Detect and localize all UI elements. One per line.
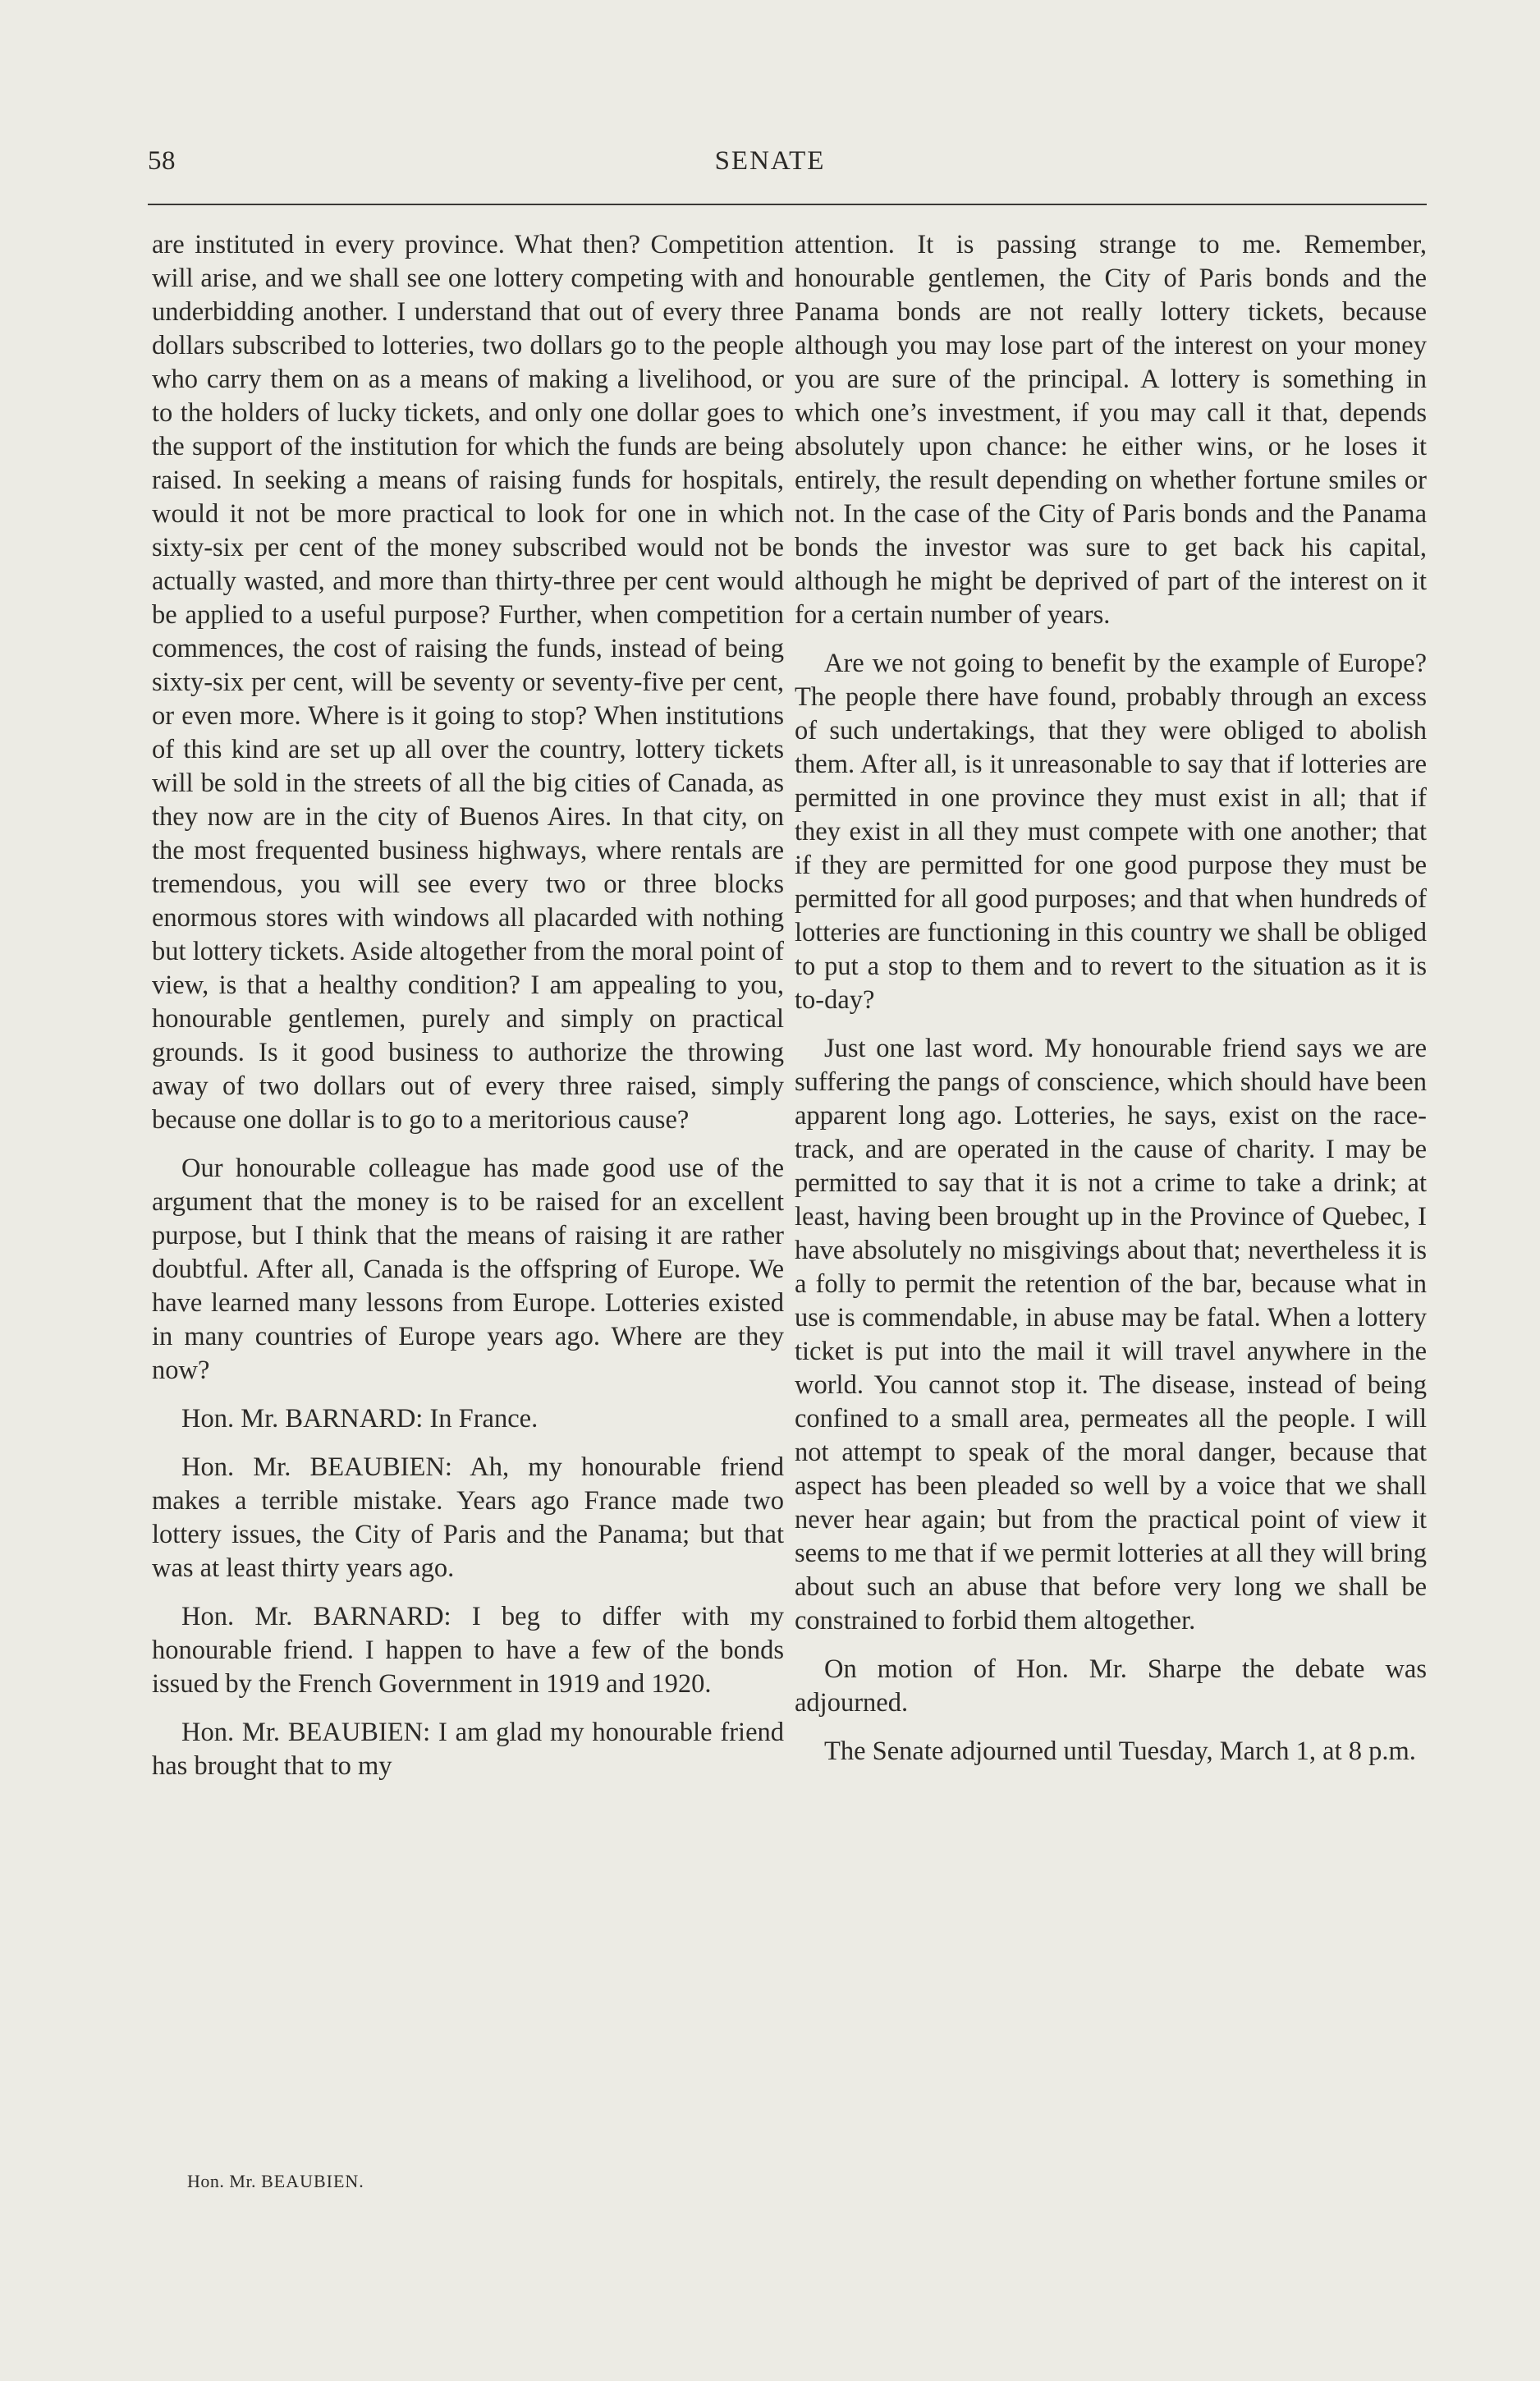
paragraph-example-of-europe: Are we not going to benefit by the example of Europe? The people there have found, probably through an excess of such undertakings, that they were obliged to abolish them. After all, is it unreasonable to say that if lotteries are permitted in one province they must exist in all; that if they exist in all they must compete with one another; that if they are permitted for one good purpose they must be permitted for all good purposes; and that when hundreds of lotteries are functioning in this country we shall be obliged to put a stop to them and to revert to the situation as it is to-day? <box>795 649 1427 1015</box>
page-number: 58 <box>148 146 176 176</box>
paragraph-beaubien-mistake: Hon. Mr. BEAUBIEN: Ah, my honourable friend makes a terrible mistake. Years ago France made two lottery issues, the City of Paris and the Panama; but that was at least thirty years ago. <box>152 1452 784 1583</box>
paragraph-motion-adjourned: On motion of Hon. Mr. Sharpe the debate was adjourned. <box>795 1654 1427 1718</box>
right-column <box>795 228 1427 1783</box>
footer-speaker-note <box>187 2171 364 2192</box>
footer-speaker-prefix: Hon. Mr. <box>187 2171 257 2191</box>
left-column <box>152 228 784 1798</box>
paragraph-barnard-bonds: Hon. Mr. BARNARD: I beg to differ with my honourable friend. I happen to have a few of the bonds issued by the French Government in 1919 and 1920. <box>152 1602 784 1699</box>
paragraph-paris-panama-bonds: attention. It is passing strange to me. Remember, honourable gentlemen, the City of Paris bonds and the Panama bonds are not really lottery tickets, because although you may lose part of the interest on your money you are sure of the principal. A lottery is something in which one’s investment, if you may call it that, depends absolutely upon chance: he either wins, or he loses it entirely, the result depending on whether fortune smiles or not. In the case of the City of Paris bonds and the Panama bonds the investor was sure to get back his capital, although he might be deprived of part of the interest on it for a certain number of years. <box>795 230 1427 630</box>
paragraph-last-word: Just one last word. My honourable friend says we are suffering the pangs of conscience, which should have been apparent long ago. Lotteries, he says, exist on the race-track, and are operated in the cause of charity. I may be permitted to say that it is not a crime to take a drink; at least, having been brought up in the Province of Quebec, I have absolutely no misgivings about that; nevertheless it is a folly to permit the retention of the bar, because what in use is commendable, in abuse may be fatal. When a lottery ticket is put into the mail it will travel anywhere in the world. You cannot stop it. The disease, instead of being confined to a small area, permeates all the people. I will not attempt to speak of the moral danger, because that aspect has been pleaded so well by a voice that we shall never hear again; but from the practical point of view it seems to me that if we permit lotteries at all they will bring about such an abuse that before very long we shall be constrained to forbid them altogether. <box>795 1034 1427 1636</box>
running-title: SENATE <box>714 146 826 176</box>
footer-speaker-name: BEAUBIEN. <box>261 2171 364 2191</box>
paragraph-lottery-competition: are instituted in every province. What then? Competition will arise, and we shall see one lottery competing with and underbidding another. I understand that out of every three dollars subscribed to lotteries, two dollars go to the people who carry them on as a means of making a livelihood, or to the holders of lucky tickets, and only one dollar goes to the support of the institution for which the funds are being raised. In seeking a means of raising funds for hospitals, would it not be more practical to look for one in which sixty-six per cent of the money subscribed would not be actually wasted, and more than thirty-three per cent would be applied to a useful purpose? Further, when competition commences, the cost of raising the funds, instead of being sixty-six per cent, will be seventy or seventy-five per cent, or even more. Where is it going to stop? When institutions of this kind are set up all over the country, lottery tickets will be sold in the streets of all the big cities of Canada, as they now are in the city of Buenos Aires. In that city, on the most frequented business highways, where rentals are tremendous, you will see every two or three blocks enormous stores with windows all placarded with nothing but lottery tickets. Aside altogether from the moral point of view, is that a healthy condition? I am appealing to you, honourable gentlemen, purely and simply on practical grounds. Is it good business to authorize the throwing away of two dollars out of every three raised, simply because one dollar is to go to a meritorious cause? <box>152 230 784 1135</box>
header-rule <box>148 204 1427 205</box>
paragraph-beaubien-glad: Hon. Mr. BEAUBIEN: I am glad my honourable friend has brought that to my <box>152 1718 784 1781</box>
paragraph-europe-lessons: Our honourable colleague has made good use of the argument that the money is to be raised for an excellent purpose, but I think that the means of raising it are rather doubtful. After all, Canada is the offspring of Europe. We have learned many lessons from Europe. Lotteries existed in many countries of Europe years ago. Where are they now? <box>152 1154 784 1385</box>
paragraph-barnard-in-france: Hon. Mr. BARNARD: In France. <box>181 1404 539 1434</box>
paragraph-senate-adjourned: The Senate adjourned until Tuesday, March 1, at 8 p.m. <box>824 1736 1416 1766</box>
